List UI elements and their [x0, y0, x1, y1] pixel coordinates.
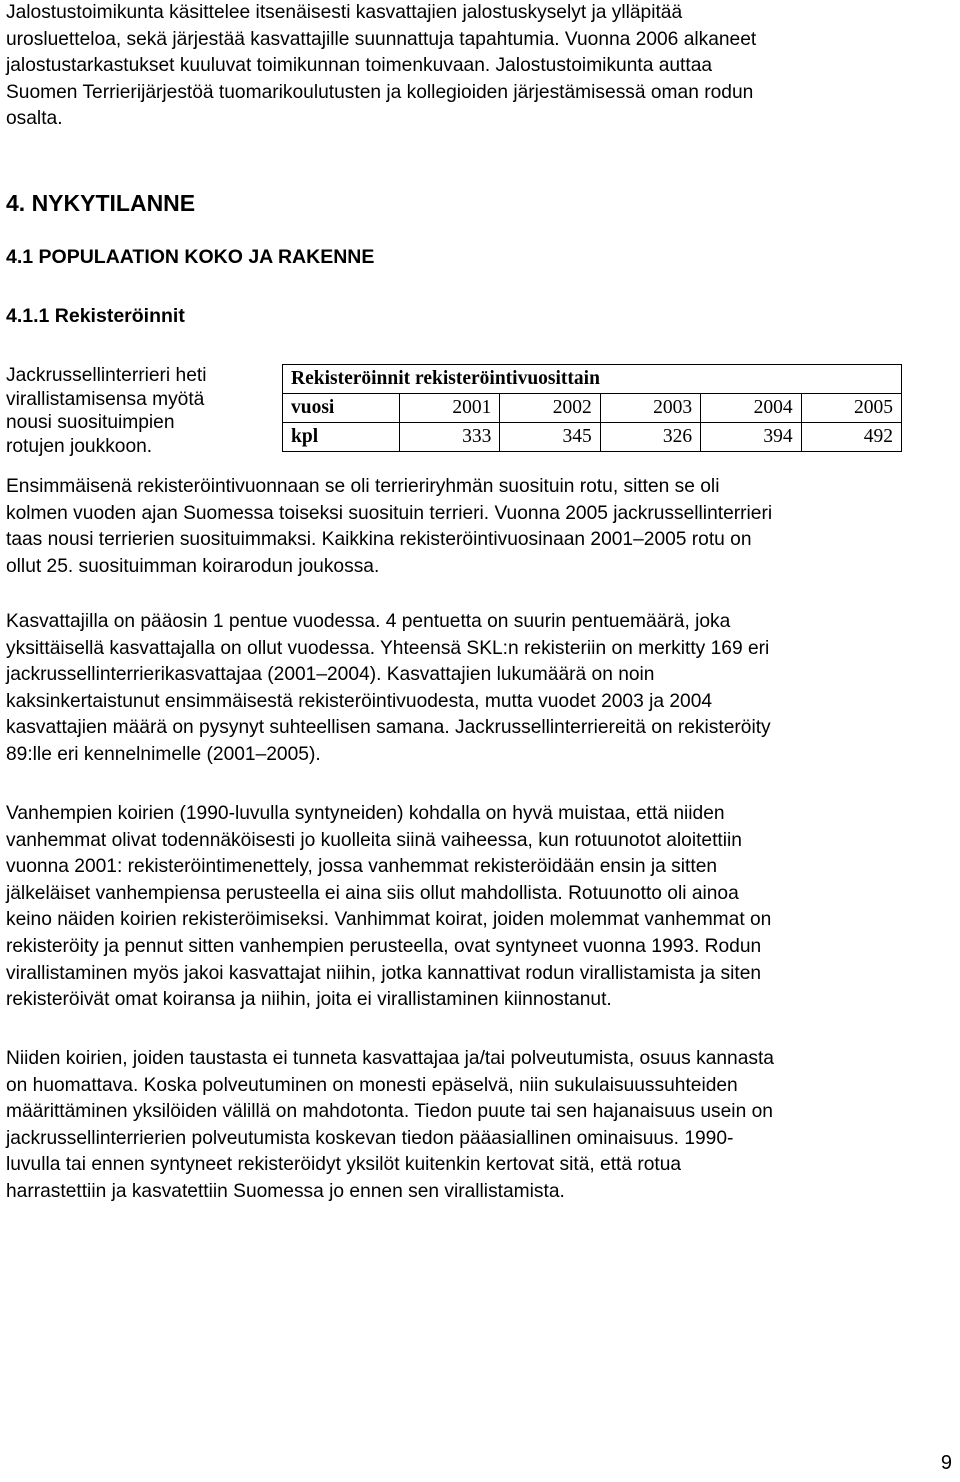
paragraph-older-dogs: Vanhempien koirien (1990-luvulla syntyneiden) kohdalla on hyvä muistaa, että niiden vanhemmat olivat todennäköisesti jo kuolleita siinä vaiheessa, kun rotuunotot aloitettiin vuonna 2001: rekisteröintimenettely, jossa vanhemmat rekisteröidään ensin ja sitten jälkeläiset vanhempiensa perusteella ei aina siis ollut mahdollista. Rotuunotto oli ainoa keino näiden koirien rekisteröimiseksi. Vanhimmat koirat, joiden molemmat vanhemmat on rekisteröity ja pennut sitten vanhempien perusteella, ovat syntyneet vuonna 1993. Rodun virallistaminen myös jakoi kasvattajat niihin, jotka kannattivat rodun virallistamista ja siten rekisteröivät omat koiransa ja niihin, joita ei virallistaminen kiinnostanut. [6, 803, 772, 1011]
intro-paragraph: Jalostustoimikunta käsittelee itsenäisesti kasvattajien jalostuskyselyt ja ylläpitää urosluetteloa, sekä järjestää kasvattajille suunnattuja tapahtumia. Vuonna 2006 alkaneet jalostustarkastukset kuuluvat toimikunnan toimenkuvaan. Jalostustoimikunta auttaa Suomen Terrierijärjestöä tuomarikoulutusten ja kollegioiden järjestämisessä oman rodun osalta. [6, 2, 757, 130]
year-cell: 2003 [600, 394, 700, 423]
section-heading-nykytilanne: 4. NYKYTILANNE [6, 190, 196, 216]
row-label-count: kpl [283, 423, 400, 452]
count-cell: 326 [600, 423, 700, 452]
table-caption-row [283, 365, 902, 394]
count-cell: 333 [400, 423, 500, 452]
table-caption: Rekisteröinnit rekisteröintivuosittain [283, 365, 902, 394]
row-label-year: vuosi [283, 394, 400, 423]
subsection-heading-population: 4.1 POPULAATION KOKO JA RAKENNE [6, 246, 375, 268]
page-number: 9 [940, 1452, 952, 1474]
year-cell: 2005 [801, 394, 901, 423]
registrations-table [282, 364, 902, 452]
year-cell: 2004 [701, 394, 801, 423]
paragraph-breeders: Kasvattajilla on pääosin 1 pentue vuodessa. 4 pentuetta on suurin pentuemäärä, joka yksittäisellä kasvattajalla on ollut vuodessa. Yhteensä SKL:n rekisteriin on merkitty 169 eri jackrussellinterrierikasvattajaa (2001–2004). Kasvattajien lukumäärä on noin kaksinkertaistunut ensimmäisestä rekisteröintivuodesta, mutta vuodet 2003 ja 2004 kasvattajien määrä on pysynyt suhteellisen samana. Jackrussellinterriereitä on rekisteröity 89:lle eri kennelnimelle (2001–2005). [6, 611, 771, 765]
paragraph-popularity: Ensimmäisenä rekisteröintivuonnaan se oli terrieriryhmän suosituin rotu, sitten se oli kolmen vuoden ajan Suomessa toiseksi suosituin terrieri. Vuonna 2005 jackrussellinterrieri taas nousi terrierien suosituimmaksi. Kaikkina rekisteröintivuosinaan 2001–2005 rotu on ollut 25. suosituimman koirarodun joukossa. [6, 476, 773, 577]
side-paragraph: Jackrussellinterrieri heti virallistamisensa myötä nousi suosituimpien rotujen joukkoon. [6, 365, 207, 457]
count-cell: 394 [701, 423, 801, 452]
count-cell: 345 [500, 423, 600, 452]
table-row-years [283, 394, 902, 423]
year-cell: 2001 [400, 394, 500, 423]
year-cell: 2002 [500, 394, 600, 423]
subsubsection-heading-registrations: 4.1.1 Rekisteröinnit [6, 305, 185, 327]
count-cell: 492 [801, 423, 901, 452]
table-row-counts [283, 423, 902, 452]
paragraph-unknown-ancestry: Niiden koirien, joiden taustasta ei tunneta kasvattajaa ja/tai polveutumista, osuus kannasta on huomattava. Koska polveutuminen on monesti epäselvä, niin sukulaisuussuhteiden määrittäminen yksilöiden välillä on mahdotonta. Tiedon puute tai sen hajanaisuus usein on jackrussellinterrierien polveutumista koskevan tiedon pääasiallinen ominaisuus. 1990- luvulla tai ennen syntyneet rekisteröidyt yksilöt kuitenkin kertovat sitä, että rotua harrastettiin ja kasvatettiin Suomessa jo ennen sen virallistamista. [6, 1048, 774, 1202]
